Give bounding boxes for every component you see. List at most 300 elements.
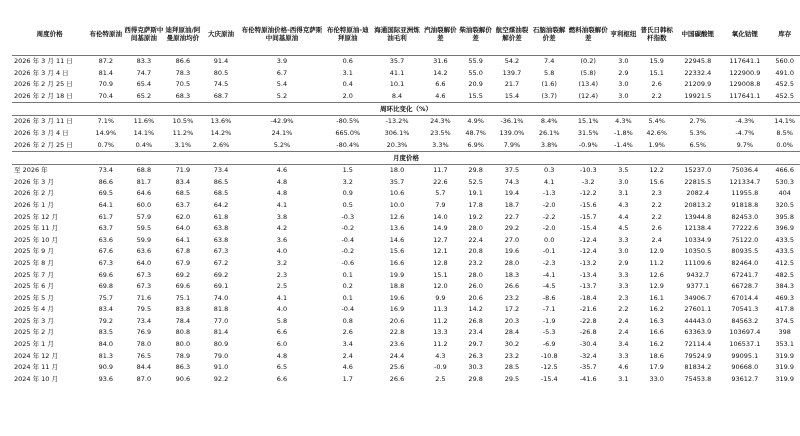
table-cell: 9377.1 (686, 282, 710, 291)
table-cell: 64.2 (213, 200, 229, 209)
table-cell: 28.0 (468, 224, 483, 233)
table-cell: 67.3 (98, 258, 114, 267)
table-cell: 23.4 (468, 328, 483, 337)
table-cell: 29.8 (468, 374, 483, 383)
table-row (12, 235, 800, 247)
section-header-wow (12, 103, 800, 116)
table-cell: 81.3 (98, 351, 114, 360)
table-cell: 11.2 (649, 258, 664, 267)
table-cell: 15.9 (638, 56, 675, 68)
table-cell: 10.0 (389, 200, 405, 209)
table-cell: 18.6 (649, 351, 664, 360)
table-cell: 86.5 (213, 177, 229, 186)
table-cell: 11.7 (433, 166, 448, 175)
table-cell: 2.6 (651, 224, 662, 233)
table-cell: 665.0% (335, 128, 361, 137)
col-header: 周度价格 (12, 12, 87, 56)
table-cell: 12.1 (433, 247, 448, 256)
table-cell: 117641.1 (729, 91, 761, 100)
table-cell: 64.0 (175, 224, 191, 233)
row-label: 2026 年 3 月 4 日 (14, 68, 69, 77)
table-cell: 23.2 (504, 351, 520, 360)
row-label: 2025 年 9 月 (14, 247, 54, 256)
table-cell: -4.3% (735, 117, 755, 126)
table-cell: 25.6 (389, 363, 405, 372)
table-cell: 5.4% (648, 117, 665, 126)
table-cell: 3.1 (618, 189, 629, 198)
table-cell: 68.5 (213, 189, 229, 198)
table-cell: 12138.4 (684, 224, 712, 233)
table-cell: 4.9% (467, 117, 484, 126)
table-cell: 63.6 (98, 235, 114, 244)
table-cell: -1.9 (542, 316, 556, 325)
table-cell: -15.6 (579, 200, 597, 209)
table-cell: 81.4 (98, 68, 114, 77)
table-cell: 76.9 (136, 328, 152, 337)
table-cell: 61.8 (213, 212, 229, 221)
table-cell: -1.3 (542, 189, 556, 198)
table-cell: 18.0 (389, 166, 405, 175)
table-cell: 84.4 (136, 363, 152, 372)
table-cell: 4.3% (615, 117, 632, 126)
table-cell: 70.4 (98, 91, 114, 100)
table-cell: 11.2% (172, 128, 194, 137)
table-cell: 79.2 (98, 316, 114, 325)
table-cell: 139.7 (502, 68, 522, 77)
table-cell: 16.2 (649, 340, 664, 349)
row-label: 2026 年 3 月 4 日 (14, 128, 69, 137)
table-cell: 20813.2 (684, 200, 712, 209)
table-cell: -2.0 (542, 224, 556, 233)
table-cell: 22.6 (433, 177, 448, 186)
table-cell: 31.6 (423, 56, 458, 68)
table-cell: 22.4 (468, 235, 483, 244)
table-cell: 91818.8 (731, 200, 759, 209)
table-cell: -1.4% (613, 140, 633, 149)
section-title: 月度价格 (12, 152, 800, 165)
table-row (12, 116, 800, 128)
table-row (12, 188, 800, 200)
table-cell: 4.1 (276, 293, 288, 302)
table-cell: 8.4% (540, 117, 558, 126)
table-cell: 65.4 (136, 80, 152, 89)
col-header: 航空煤油裂解价差 (493, 12, 530, 56)
table-cell: -41.6 (579, 374, 597, 383)
table-cell: -13.2 (579, 258, 597, 267)
table-cell: -13.2% (385, 117, 409, 126)
table-cell: -18.4 (579, 293, 597, 302)
table-cell: 103697.4 (729, 328, 761, 337)
table-cell: 319.9 (775, 374, 794, 383)
table-cell: 0.0% (776, 140, 793, 149)
table-cell: -12.2 (579, 189, 597, 198)
table-cell: 404 (778, 189, 791, 198)
table-cell: 374.5 (775, 316, 794, 325)
table-cell: 12.8 (433, 258, 448, 267)
table-cell: 67241.7 (731, 270, 759, 279)
table-cell: -8.6 (542, 293, 556, 302)
table-cell: 0.1 (342, 270, 353, 279)
table-row (12, 327, 800, 339)
table-cell: -13.7 (579, 282, 597, 291)
table-cell: 0.7% (97, 140, 115, 149)
col-header: 柴油裂解价差 (458, 12, 493, 56)
table-cell: 79.5 (136, 305, 152, 314)
table-cell: 5.7 (435, 189, 446, 198)
table-cell: 81.4 (213, 328, 229, 337)
table-cell: 2.4 (618, 328, 629, 337)
table-cell: 4.6 (276, 166, 288, 175)
table-cell: 3.4 (618, 340, 629, 349)
table-cell: 74.7 (136, 68, 152, 77)
table-cell: 28.0 (504, 258, 520, 267)
table-cell: 11.2 (433, 340, 448, 349)
table-row (12, 79, 800, 91)
table-cell: 93612.7 (731, 374, 759, 383)
table-cell: 11.3 (433, 305, 448, 314)
table-cell: 0.3 (544, 166, 555, 175)
row-label: 2025 年 8 月 (14, 258, 54, 267)
table-row (12, 56, 800, 68)
table-cell: 7.1% (97, 117, 115, 126)
table-cell: 63363.9 (684, 328, 712, 337)
table-cell: 69.2 (175, 270, 191, 279)
table-cell: 37.5 (504, 166, 520, 175)
table-cell: 68.7 (213, 91, 229, 100)
table-cell: -35.7 (579, 363, 597, 372)
table-cell: 3.3 (618, 270, 629, 279)
table-row (12, 270, 800, 282)
table-cell: 16.9 (389, 305, 405, 314)
table-cell: 48.7% (465, 128, 486, 137)
table-cell: 0.0 (544, 235, 555, 244)
table-cell: 14.2 (468, 305, 483, 314)
table-row (12, 362, 800, 374)
table-cell: 26.6 (504, 282, 520, 291)
table-cell: 12.6 (649, 270, 664, 279)
row-label: 2025 年 6 月 (14, 282, 54, 291)
table-cell: 3.8 (276, 212, 288, 221)
table-cell: 395.8 (775, 212, 794, 221)
col-header: 石脑油裂解价差 (531, 12, 568, 56)
table-cell: 4.1 (544, 177, 555, 186)
table-cell: -12.4 (579, 235, 597, 244)
col-header: 布伦特原油价格-西得克萨斯中间基原油 (240, 12, 325, 56)
table-cell: 75.1 (175, 293, 191, 302)
table-cell: 6.6 (276, 374, 288, 383)
table-cell: 10.1 (389, 80, 405, 89)
table-cell: 353.1 (775, 340, 794, 349)
table-cell: 2.2 (651, 200, 662, 209)
table-cell: 16.2 (649, 305, 664, 314)
table-row (12, 246, 800, 258)
table-cell: 12.9 (649, 247, 664, 256)
table-cell: 14.6 (389, 235, 405, 244)
table-cell: 15.1 (649, 68, 664, 77)
table-cell: 72114.4 (684, 340, 712, 349)
table-cell: 30.3 (468, 363, 483, 372)
table-cell: 69.6 (98, 270, 114, 279)
table-cell: 306.1% (384, 128, 410, 137)
table-row (12, 128, 800, 140)
table-cell: 3.0 (609, 56, 638, 68)
table-cell: 35.7 (371, 56, 423, 68)
table-cell: 0.9 (342, 189, 353, 198)
table-cell: 2.2 (618, 305, 629, 314)
table-cell: 79524.9 (684, 351, 712, 360)
table-cell: 81834.2 (684, 363, 712, 372)
table-cell: 78.3 (175, 68, 191, 77)
table-cell: 4.2 (276, 224, 288, 233)
table-cell: 3.5 (618, 166, 629, 175)
table-cell: 5.8 (276, 316, 288, 325)
table-cell: 122900.9 (729, 68, 761, 77)
table-cell: 398 (778, 328, 791, 337)
table-cell: 139.0% (499, 128, 525, 137)
row-label: 2025 年 3 月 (14, 316, 54, 325)
table-row (12, 68, 800, 80)
table-cell: 22945.8 (675, 56, 720, 68)
table-cell: 84.0 (98, 340, 114, 349)
col-header: 布伦特原油-迪拜原油 (324, 12, 371, 56)
table-cell: 7.9 (435, 200, 446, 209)
table-cell: 14.0 (433, 212, 448, 221)
table-cell: 320.5 (775, 200, 794, 209)
table-cell: 31.5% (577, 128, 599, 137)
table-cell: 14.2% (210, 128, 232, 137)
table-cell: 20.8 (468, 247, 483, 256)
table-cell: -13.4 (579, 270, 597, 279)
table-cell: 26.8 (468, 316, 483, 325)
table-cell: 18.8 (389, 282, 405, 291)
row-label: 2025 年 5 月 (14, 293, 54, 302)
table-cell: 90668.0 (731, 363, 759, 372)
table-cell: (12.4) (578, 91, 598, 100)
table-cell: 83.5 (98, 328, 114, 337)
row-label: 2026 年 3 月 (14, 177, 54, 186)
table-cell: -10.3 (579, 166, 597, 175)
table-cell: -10.8 (540, 351, 558, 360)
table-cell: 26.1% (538, 128, 560, 137)
table-cell: 81.8 (213, 305, 229, 314)
table-cell: 80.9 (213, 340, 229, 349)
table-cell: 4.0 (276, 247, 288, 256)
table-cell: 530.3 (775, 177, 794, 186)
table-cell: 22.7 (504, 212, 520, 221)
table-cell: 70541.3 (731, 305, 759, 314)
table-cell: 3.0 (618, 91, 629, 100)
table-cell: 13.3 (433, 328, 448, 337)
table-cell: 86.6 (98, 177, 114, 186)
table-cell: 14.9% (95, 128, 117, 137)
table-cell: 8.4 (391, 91, 403, 100)
col-header: 大庆原油 (202, 12, 239, 56)
table-cell: -32.4 (579, 351, 597, 360)
table-cell: 11.2 (433, 316, 448, 325)
table-cell: 12.2 (649, 166, 664, 175)
table-cell: 9.7% (736, 140, 754, 149)
table-cell: -4.7% (735, 128, 755, 137)
col-header: 库存 (769, 12, 800, 56)
table-cell: 3.1% (174, 140, 192, 149)
table-cell: 3.8% (540, 140, 558, 149)
table-cell: 84563.2 (731, 316, 759, 325)
table-cell: 30.2 (504, 340, 520, 349)
table-cell: -0.2 (341, 247, 355, 256)
table-cell: 87.2 (87, 56, 124, 68)
table-cell: 75036.4 (731, 166, 759, 175)
table-cell: -21.6 (579, 305, 597, 314)
row-label: 2025 年 11 月 (14, 224, 59, 233)
table-cell: 19921.5 (684, 91, 712, 100)
table-cell: -12.4 (579, 247, 597, 256)
table-cell: 64.1 (175, 235, 191, 244)
table-cell: 15.6 (649, 177, 664, 186)
table-cell: 24.3% (430, 117, 451, 126)
table-cell: 319.9 (775, 363, 794, 372)
row-label: 2026 年 2 月 (14, 189, 54, 198)
table-cell: 4.3 (435, 351, 446, 360)
table-cell: 83.8 (175, 305, 191, 314)
row-label: 2026 年 2 月 18 日 (14, 91, 73, 100)
table-cell: 64.6 (136, 189, 152, 198)
table-cell: 41.1 (389, 68, 405, 77)
table-cell: 2.9 (618, 68, 629, 77)
table-cell: 81.7 (136, 177, 152, 186)
table-cell: 0.2 (342, 282, 353, 291)
table-row (12, 140, 800, 152)
table-cell: 2.3 (651, 189, 662, 198)
table-cell: 65.2 (136, 91, 152, 100)
table-cell: -0.4 (341, 235, 355, 244)
table-cell: -6.9 (542, 340, 556, 349)
table-cell: -30.4 (579, 340, 597, 349)
table-cell: -80.4% (336, 140, 360, 149)
table-cell: 29.5 (504, 374, 520, 383)
table-cell: 83.3 (124, 56, 163, 68)
table-cell: -0.2 (341, 224, 355, 233)
table-cell: 9.9 (435, 293, 446, 302)
table-cell: -80.5% (336, 117, 360, 126)
table-cell: 77.0 (213, 316, 229, 325)
table-cell: (13.4) (578, 80, 598, 89)
row-label: 2025 年 12 月 (14, 212, 59, 221)
table-cell: 17.2 (504, 305, 520, 314)
table-cell: 20.3% (386, 140, 408, 149)
table-cell: 82453.0 (731, 212, 759, 221)
table-cell: 26.0 (468, 282, 483, 291)
table-cell: 69.6 (175, 282, 191, 291)
table-cell: 19.2 (468, 212, 483, 221)
table-cell: 80935.5 (731, 247, 759, 256)
table-cell: 11955.8 (731, 189, 759, 198)
table-cell: 4.6 (618, 363, 629, 372)
table-cell: 92.2 (213, 374, 229, 383)
table-cell: 6.6 (276, 328, 288, 337)
table-cell: 4.8 (276, 189, 288, 198)
col-header: 中国碳酸锂 (675, 12, 720, 56)
table-cell: 3.6 (276, 235, 288, 244)
table-cell: 11109.6 (684, 258, 712, 267)
table-cell: 82464.0 (731, 258, 759, 267)
table-cell: 70.9 (98, 80, 114, 89)
table-cell: 59.9 (136, 235, 152, 244)
table-cell: 0.4 (342, 80, 353, 89)
table-cell: 13.6% (210, 117, 232, 126)
table-cell: 61.7 (98, 212, 114, 221)
table-cell: 2.3 (618, 293, 629, 302)
table-cell: 384.3 (775, 282, 794, 291)
table-cell: 15.4 (504, 91, 520, 100)
table-cell: 6.7 (276, 68, 288, 77)
section-title: 周环比变化（%） (12, 103, 800, 116)
table-cell: 54.2 (493, 56, 530, 68)
table-cell: 23.2 (468, 258, 483, 267)
table-cell: 3.0 (618, 247, 629, 256)
table-row (12, 339, 800, 351)
table-cell: 33.0 (649, 374, 664, 383)
table-cell: 19.1 (468, 189, 483, 198)
table-cell: 75453.8 (684, 374, 712, 383)
table-cell: 42.6% (646, 128, 668, 137)
table-cell: 0.5 (342, 200, 353, 209)
table-cell: 79.0 (213, 351, 229, 360)
row-label: 2025 年 1 月 (14, 340, 54, 349)
row-label: 2024 年 12 月 (14, 351, 59, 360)
table-cell: -0.9% (578, 140, 598, 149)
table-cell: 4.6 (342, 363, 353, 372)
table-cell: 2.0 (342, 91, 353, 100)
table-cell: 2.4 (342, 351, 353, 360)
table-row (12, 374, 800, 386)
table-cell: 10.6 (389, 189, 405, 198)
table-cell: 29.2 (504, 224, 520, 233)
table-cell: (1.6) (541, 80, 557, 89)
table-cell: 16.6 (389, 258, 405, 267)
table-cell: 83.4 (175, 177, 191, 186)
table-cell: 3.0 (618, 80, 629, 89)
table-cell: 86.6 (163, 56, 202, 68)
table-cell: 24.1% (271, 128, 293, 137)
table-cell: 67.3 (213, 247, 229, 256)
table-cell: 396.9 (775, 224, 794, 233)
table-cell: 18.7 (504, 200, 520, 209)
table-cell: 14.1% (133, 128, 155, 137)
table-cell: 4.8 (276, 351, 288, 360)
table-cell: 7.4 (531, 56, 568, 68)
col-header: 氧化钴锂 (720, 12, 769, 56)
table-cell: 78.9 (175, 351, 191, 360)
table-cell: 63.7 (98, 224, 114, 233)
table-cell: (0.2) (568, 56, 609, 68)
row-label: 2025 年 4 月 (14, 305, 54, 314)
col-header: 西得克萨斯中间基原油 (124, 12, 163, 56)
table-cell: 10334.9 (684, 235, 712, 244)
row-label: 2026 年 2 月 25 日 (14, 140, 73, 149)
table-cell: 6.6 (435, 80, 446, 89)
table-cell: (3.7) (541, 91, 557, 100)
table-cell: 0.6 (324, 56, 371, 68)
table-cell: 93.6 (98, 374, 114, 383)
table-cell: 6.0 (276, 340, 288, 349)
table-cell: 2.6 (342, 328, 353, 337)
table-cell: 64.0 (136, 258, 152, 267)
table-cell: 17.9 (649, 363, 664, 372)
table-cell: 3.1 (342, 68, 353, 77)
table-cell: 121334.7 (729, 177, 761, 186)
table-cell: 74.3 (504, 177, 520, 186)
table-cell: 417.8 (775, 305, 794, 314)
